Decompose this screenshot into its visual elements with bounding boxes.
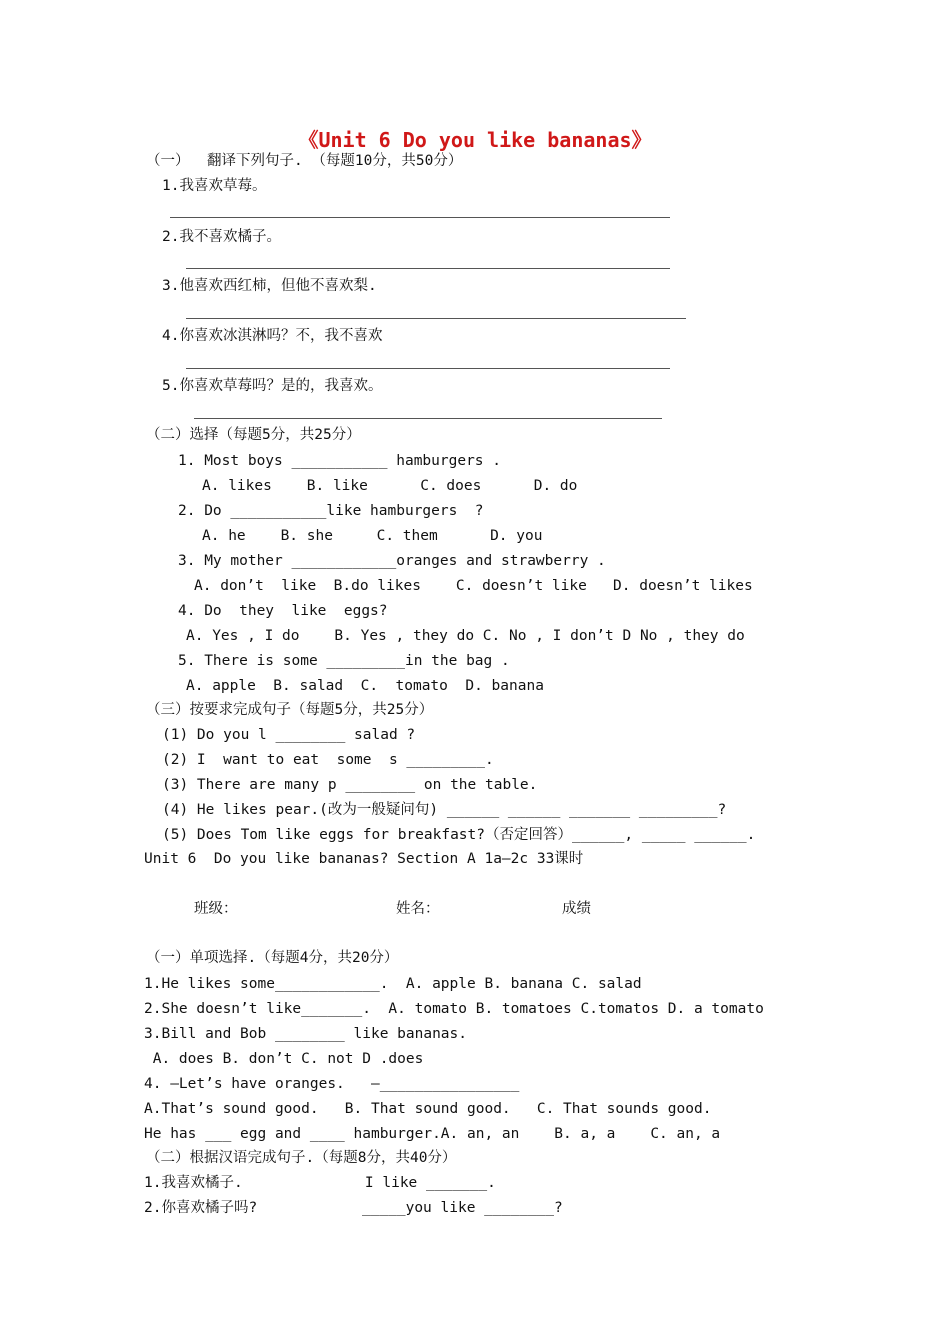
part5-header: （二）根据汉语完成句子.（每题8分，共40分） [146, 1150, 457, 1166]
document-title: 《Unit 6 Do you like bananas》 [298, 128, 652, 152]
part1-header: （一） 翻译下列句子. （每题10分，共50分） [146, 153, 463, 169]
answer-line-4[interactable] [186, 368, 670, 369]
part3-line-1: (1) Do you l ________ salad ? [162, 727, 416, 743]
lesson-heading: Unit 6 Do you like bananas? Section A 1a—2c 33课时 [144, 851, 584, 867]
q3-options: A. don’t like B.do likes C. doesn’t like D. doesn’t likes [194, 578, 753, 594]
part3-line-3: (3) There are many p ________ on the table. [162, 777, 538, 793]
part5-line-1: 1.我喜欢橘子. I like _______. [144, 1175, 496, 1191]
part4-line-5: 4. —Let’s have oranges. —________________ [144, 1076, 520, 1092]
score-label: 成绩 [562, 901, 591, 917]
part1-item-2: 2.我不喜欢橘子。 [162, 229, 281, 245]
q4-question: 4. Do they like eggs? [178, 603, 388, 619]
q1-options: A. likes B. like C. does D. do [202, 478, 578, 494]
part3-line-4: (4) He likes pear.(改为一般疑问句) ______ ______ _______ _________? [162, 802, 727, 818]
part4-line-4: A. does B. don’t C. not D .does [144, 1051, 424, 1067]
answer-line-2[interactable] [186, 268, 670, 269]
part4-line-2: 2.She doesn’t like_______. A. tomato B. tomatoes C.tomatos D. a tomato [144, 1001, 764, 1017]
part4-line-6: A.That’s sound good. B. That sound good. C. That sounds good. [144, 1101, 712, 1117]
q2-options: A. he B. she C. them D. you [202, 528, 543, 544]
q5-question: 5. There is some _________in the bag . [178, 653, 510, 669]
part3-line-2: (2) I want to eat some s _________. [162, 752, 494, 768]
class-label: 班级： [194, 901, 238, 917]
answer-line-1[interactable] [170, 217, 670, 218]
q3-question: 3. My mother ____________oranges and strawberry . [178, 553, 606, 569]
name-label: 姓名： [396, 901, 440, 917]
part1-item-4: 4.你喜欢冰淇淋吗？不，我不喜欢 [162, 328, 383, 344]
q2-question: 2. Do ___________like hamburgers ? [178, 503, 484, 519]
part1-item-5: 5.你喜欢草莓吗？是的，我喜欢。 [162, 378, 383, 394]
part3-header: （三）按要求完成句子（每题5分，共25分） [146, 702, 434, 718]
part5-line-2: 2.你喜欢橘子吗? _____you like ________? [144, 1200, 563, 1216]
part2-header: （二）选择（每题5分，共25分） [146, 427, 361, 443]
part4-header: （一）单项选择.（每题4分，共20分） [146, 950, 399, 966]
answer-line-3[interactable] [186, 318, 686, 319]
q1-question: 1. Most boys ___________ hamburgers . [178, 453, 502, 469]
part1-item-1: 1.我喜欢草莓。 [162, 178, 267, 194]
q5-options: A. apple B. salad C. tomato D. banana [186, 678, 544, 694]
part1-item-3: 3.他喜欢西红柿，但他不喜欢梨. [162, 278, 377, 294]
part4-line-1: 1.He likes some____________. A. apple B. banana C. salad [144, 976, 642, 992]
part4-line-7: He has ___ egg and ____ hamburger.A. an, an B. a, a C. an, a [144, 1126, 721, 1142]
part3-line-5: (5) Does Tom like eggs for breakfast?（否定回答）______, _____ ______. [162, 827, 756, 843]
part4-line-3: 3.Bill and Bob ________ like bananas. [144, 1026, 468, 1042]
answer-line-5[interactable] [194, 418, 662, 419]
q4-options: A. Yes , I do B. Yes , they do C. No , I don’t D No , they do [186, 628, 745, 644]
